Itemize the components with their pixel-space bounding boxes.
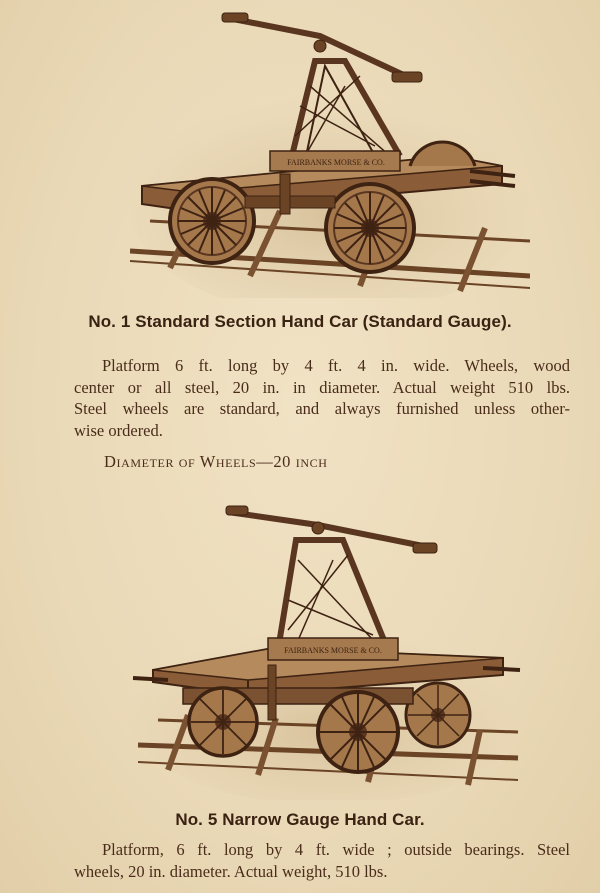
- wheel-rear-right: [406, 683, 470, 747]
- gear-post: [268, 665, 276, 720]
- engraving-maker-mark: FAIRBANKS MORSE & CO.: [287, 158, 385, 167]
- engraving-maker-mark: FAIRBANKS MORSE & CO.: [284, 646, 382, 655]
- hand-car-no1-description: [74, 355, 570, 441]
- hand-car-no5-description: [74, 839, 570, 882]
- description-line: Steel wheels are standard, and always furnished unless other-: [74, 399, 570, 418]
- hand-car-no5-illustration: [128, 500, 528, 800]
- wheel-front-right: [326, 184, 414, 272]
- description-line: Platform 6 ft. long by 4 ft. 4 in. wide. Wheels, wood: [102, 356, 570, 375]
- wheel-front-right: [318, 692, 398, 772]
- wheel-front-left: [170, 179, 254, 263]
- pump-handle: [222, 13, 422, 82]
- hand-car-no1-caption: No. 1 Standard Section Hand Car (Standard Gauge).: [88, 312, 512, 331]
- hand-car-no5-caption: No. 5 Narrow Gauge Hand Car.: [175, 810, 425, 829]
- pump-handle: [226, 506, 437, 553]
- wheel-front-left: [189, 688, 257, 756]
- description-line: wise ordered.: [74, 420, 163, 440]
- gear-post: [280, 174, 290, 214]
- hand-car-no1-illustration: [130, 6, 530, 298]
- description-line: center or all steel, 20 in. in diameter. Actual weight 510 lbs.: [74, 377, 570, 397]
- wheel-diameter-note: Diameter of Wheels—20 inch: [104, 452, 328, 471]
- description-line: wheels, 20 in. diameter. Actual weight, 510 lbs.: [74, 861, 388, 881]
- lever-tower: [268, 540, 398, 660]
- description-line: Platform, 6 ft. long by 4 ft. wide ; outside bearings. Steel: [102, 840, 570, 859]
